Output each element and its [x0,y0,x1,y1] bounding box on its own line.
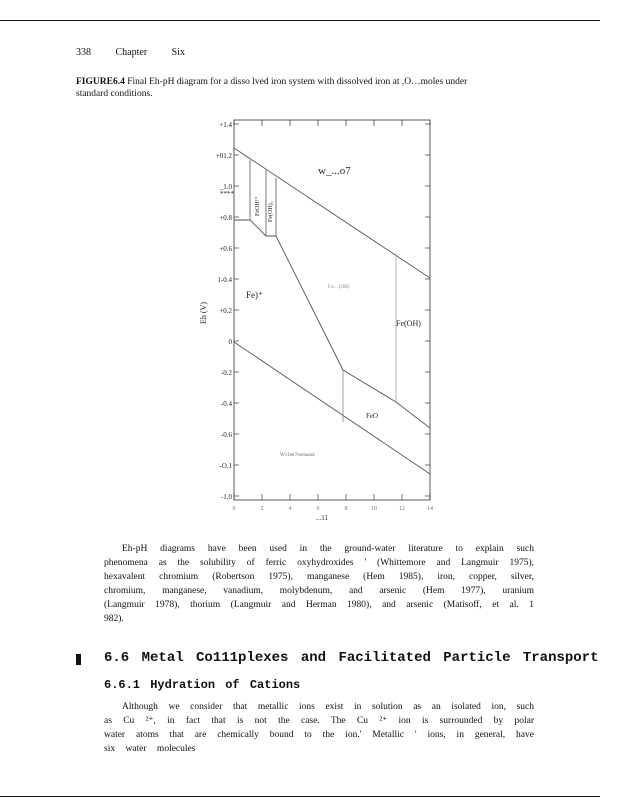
x-tick-label: 2 [260,506,264,512]
x-tick-label: 4 [288,506,292,512]
y-tick-label: +0.2 [219,307,232,315]
y-tick-label: +0.6 [219,245,232,253]
y-tick-label: -0.4 [220,400,232,408]
section-number: 6.6 [104,650,130,666]
y-tick-label: _1.0 [219,183,232,191]
x-tick-label: 6 [316,506,320,512]
caption-text: Final Eh-pH diagram for a disso lved iron system with dissolved iron at ,O…moles under [127,77,468,87]
label-feoh3: Fe(OH) [396,319,421,328]
y-tick-label: +1.4 [219,121,232,129]
y-tick-label: -0.6 [220,431,232,439]
caption-tail: standard conditions. [76,89,153,99]
chapter-label: Chapter [115,47,148,58]
label-water-upper: w_...o7 [318,165,351,177]
x-axis-label: ...11 [316,514,328,522]
y-tick-label: +0.8 [219,214,232,222]
y-tick-label: 1-0.4 [217,276,232,284]
bottom-rule [0,796,600,797]
figure-caption [76,76,546,100]
figure-label: FIGURE6.4 [76,77,125,87]
subsection-paragraph: Although we consider that metallic ions exist in solution as an isolated ion, such as Cu ²⁺, in fact that is not the case. The Cu ²⁺ ion is surrounded by polar water atoms that are chemically bound to the ion.' Metallic ' ions, in general, have six water molecules [104,702,534,754]
label-feoh2plus: FeOH²⁺ [255,196,261,216]
page-number: 338 [76,47,91,58]
label-feoh3-small: F.e....(OH) [328,285,350,290]
plot-frame [234,120,430,500]
y-axis-label: Eh (V) [199,302,208,324]
lower-water-line [234,342,430,474]
top-rule [0,20,600,21]
y-tick-label: -1.0 [220,493,232,501]
x-tick-label: 8 [344,506,348,512]
running-header [76,47,207,58]
x-tick-label: 12 [399,506,405,512]
section-heading [104,650,599,666]
y-tick-label: -0.2 [220,369,232,377]
label-stars: **** [220,190,234,198]
x-tick-label: 10 [371,506,377,512]
subsection-number: 6.6.1 [104,678,141,692]
label-water-lower: W11ter7reeluand [280,453,315,458]
label-fe2plus: Fe)⁺ [246,290,263,300]
chapter-title: Six [171,47,185,58]
y-ticks [216,121,430,501]
y-tick-label: -O.1 [219,462,232,470]
subsection-title: Hydration of Cations [150,678,301,692]
y-tick-label: +01.2 [215,152,232,160]
x-tick-label: 14 [427,506,433,512]
section-marker [76,654,81,665]
label-feoh2: Fe(OH)₂ [268,201,274,222]
x-ticks [233,120,434,512]
y-tick-label: 0 [228,338,232,346]
subsection-heading [104,678,300,692]
body-paragraph: Eh-pH diagrams have been used in the ground-water literature to explain such phenomena as the solubility of ferric oxyhydroxides ' (Whittemore and Langmuir 1975), hexavalent chromium (Robertson 1975), manganese (Hem 1985), iron, copper, silver, chromium, manganese, vanadium, molybdenum, and arsenic (Hem 1977), uranium (Langmuir 1978), thorium (Langmuir and Herman 1980), and arsenic (Matisoff, et al. 1 982). [104,544,534,624]
label-feo: FeO [366,412,379,420]
x-tick-label: 0 [232,506,236,512]
eh-ph-diagram [196,118,436,528]
section-title: Metal Co111plexes and Facilitated Particle Transport [141,650,599,666]
